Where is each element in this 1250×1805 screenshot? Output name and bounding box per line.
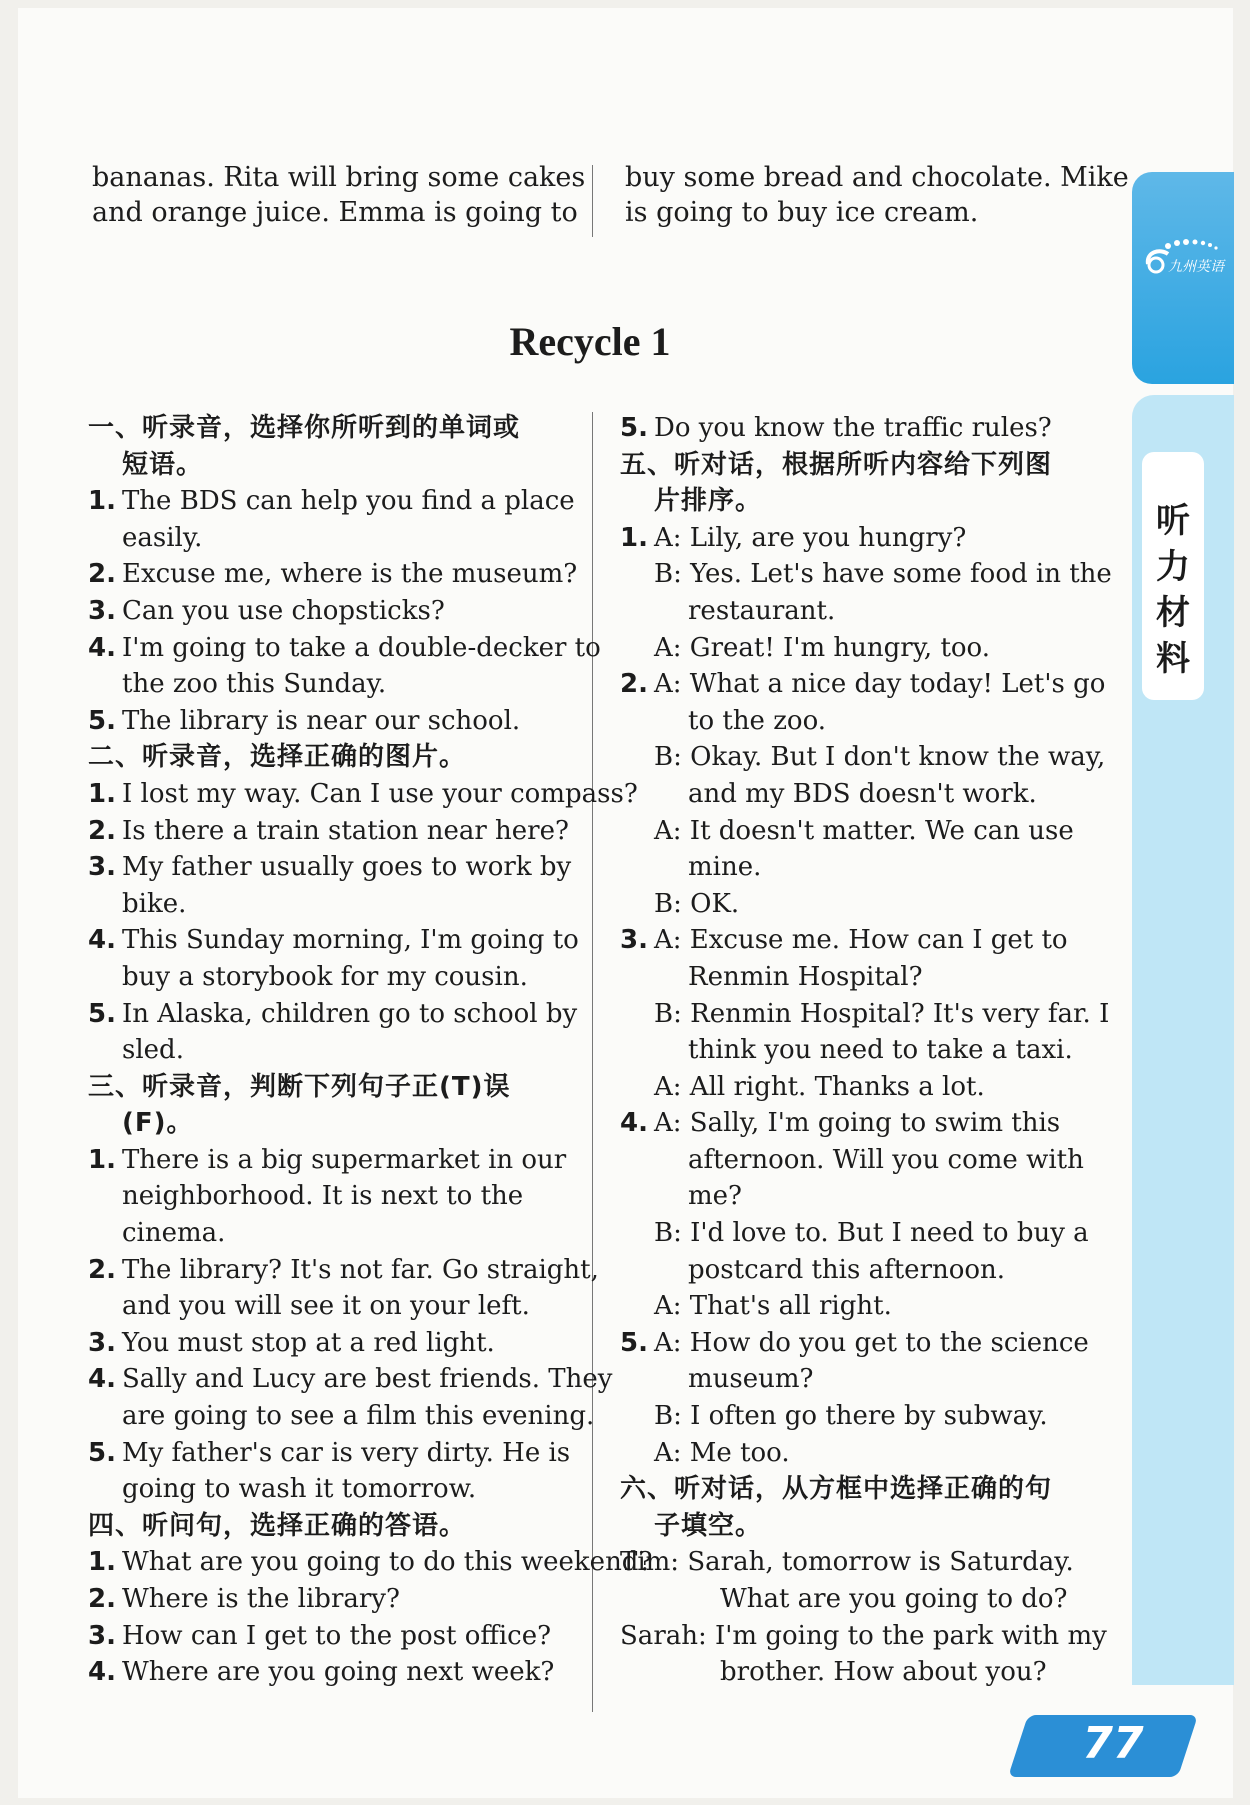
item-number: 5.: [620, 413, 648, 443]
dialogue-continuation: and my BDS doesn't work.: [688, 778, 1037, 809]
item-continuation: are going to see a film this evening.: [122, 1401, 595, 1432]
item-continuation: neighborhood. It is next to the: [122, 1181, 524, 1212]
dialogue-continuation: brother. How about you?: [720, 1657, 1047, 1688]
numbered-item: [88, 1618, 563, 1655]
item-continuation: and you will see it on your left.: [122, 1291, 530, 1322]
item-text: Where is the library?: [121, 1584, 400, 1614]
dialogue-line: Sarah: I'm going to the park with my: [620, 1620, 1107, 1651]
item-text: Where are you going next week?: [121, 1657, 555, 1688]
top-right-line: buy some bread and chocolate. Mike: [625, 162, 1129, 193]
numbered-item: [88, 849, 572, 886]
item-number: 4.: [88, 1657, 116, 1688]
item-number: 5.: [88, 1437, 116, 1468]
dialogue-continuation: postcard this afternoon.: [688, 1254, 1006, 1285]
section-heading-continued: (F)。: [122, 1108, 194, 1139]
item-number: 4.: [88, 1364, 116, 1395]
numbered-item: [620, 410, 1095, 447]
top-left-line: and orange juice. Emma is going to: [92, 197, 578, 228]
item-number: 2.: [88, 1254, 116, 1285]
item-text: The BDS can help you find a place: [121, 486, 575, 517]
side-tab-char: 料: [1156, 639, 1190, 679]
item-number: 5.: [88, 705, 116, 736]
dialogue-continuation: Renmin Hospital?: [688, 961, 923, 992]
section-heading-continued: 片排序。: [654, 486, 763, 517]
item-text: A: Sally, I'm going to swim this: [653, 1108, 1061, 1139]
top-right-paragraph: [625, 160, 1129, 230]
side-tab-char: 材: [1156, 593, 1190, 633]
item-number: 2.: [88, 559, 116, 590]
item-continuation: cinema.: [122, 1218, 226, 1249]
numbered-item: [620, 1325, 1095, 1362]
dialogue-continuation: museum?: [688, 1364, 814, 1395]
numbered-item: [88, 1654, 563, 1691]
column-divider: [592, 412, 593, 1712]
dialogue-continuation: What are you going to do?: [720, 1584, 1068, 1614]
dialogue-continuation: restaurant.: [688, 595, 836, 626]
side-tab-label: [1142, 452, 1204, 700]
item-continuation: going to wash it tomorrow.: [122, 1474, 477, 1505]
numbered-item: [88, 630, 601, 667]
left-column: [88, 410, 653, 1691]
dialogue-line: Tim: Sarah, tomorrow is Saturday.: [620, 1547, 1074, 1578]
dialogue-line: B: I often go there by subway.: [654, 1401, 1048, 1432]
dialogue-line: B: I'd love to. But I need to buy a: [654, 1218, 1089, 1249]
item-number: 4.: [88, 632, 116, 663]
dialogue-line: A: It doesn't matter. We can use: [654, 815, 1074, 846]
numbered-item: [88, 813, 569, 850]
dialogue-line: B: Yes. Let's have some food in the: [654, 559, 1112, 590]
dialogue-continuation: me?: [688, 1181, 742, 1212]
numbered-item: [88, 1252, 599, 1289]
item-text: You must stop at a red light.: [121, 1327, 495, 1358]
item-text: A: Excuse me. How can I get to: [653, 925, 1068, 956]
item-text: There is a big supermarket in our: [121, 1144, 567, 1175]
item-text: My father's car is very dirty. He is: [121, 1437, 571, 1468]
numbered-item: [88, 922, 579, 959]
section-heading-continued: 短语。: [122, 449, 204, 480]
numbered-item: [620, 922, 1095, 959]
item-number: 3.: [88, 1327, 116, 1358]
item-text: Sally and Lucy are best friends. They: [121, 1364, 613, 1395]
section-heading: 二、听录音，选择正确的图片。: [88, 742, 467, 773]
top-right-line: is going to buy ice cream.: [625, 197, 979, 228]
item-text: Excuse me, where is the museum?: [121, 559, 578, 590]
item-text: A: Lily, are you hungry?: [653, 522, 967, 553]
section-heading: 六、听对话，从方框中选择正确的句: [620, 1474, 1053, 1505]
numbered-item: [620, 520, 1095, 557]
item-text: The library? It's not far. Go straight,: [121, 1254, 599, 1285]
page-number: 77: [1082, 1718, 1144, 1769]
item-number: 1.: [88, 1547, 116, 1578]
item-number: 1.: [620, 522, 648, 553]
item-text: The library is near our school.: [121, 705, 521, 736]
column-divider: [592, 165, 593, 237]
section-heading: 四、听问句，选择正确的答语。: [88, 1510, 467, 1541]
item-number: 3.: [88, 852, 116, 883]
dialogue-line: A: Me too.: [654, 1437, 790, 1468]
numbered-item: [88, 1142, 567, 1179]
top-left-line: bananas. Rita will bring some cakes: [92, 162, 586, 193]
numbered-item: [88, 1361, 613, 1398]
item-text: In Alaska, children go to school by: [121, 998, 578, 1029]
section-title: Recycle 1: [509, 319, 671, 364]
item-number: 2.: [620, 669, 648, 700]
dialogue-line: B: OK.: [654, 888, 740, 919]
numbered-item: [88, 556, 578, 593]
item-text: I lost my way. Can I use your compass?: [121, 778, 638, 809]
item-text: How can I get to the post office?: [121, 1620, 552, 1651]
section-heading: 三、听录音，判断下列句子正(T)误: [88, 1071, 511, 1102]
item-continuation: easily.: [122, 522, 203, 553]
numbered-item: [88, 1581, 563, 1618]
item-text: Is there a train station near here?: [121, 815, 569, 846]
dialogue-continuation: to the zoo.: [688, 705, 827, 736]
numbered-item: [88, 703, 563, 740]
dialogue-line: B: Renmin Hospital? It's very far. I: [654, 998, 1110, 1029]
side-tab-char: 力: [1156, 547, 1190, 587]
item-number: 1.: [88, 778, 116, 809]
item-continuation: the zoo this Sunday.: [122, 669, 387, 700]
dialogue-line: A: All right. Thanks a lot.: [654, 1071, 985, 1102]
top-left-paragraph: [92, 160, 586, 230]
item-text: My father usually goes to work by: [121, 852, 572, 883]
dialogue-continuation: afternoon. Will you come with: [688, 1144, 1084, 1175]
item-text: A: How do you get to the science: [653, 1327, 1089, 1358]
numbered-item: [88, 1435, 571, 1472]
numbered-item: [88, 483, 575, 520]
numbered-item: [620, 666, 1106, 703]
dialogue-continuation: think you need to take a taxi.: [688, 1035, 1073, 1066]
item-text: What are you going to do this weekend?: [121, 1547, 653, 1578]
item-number: 1.: [88, 1144, 116, 1175]
section-heading-continued: 子填空。: [654, 1510, 763, 1541]
dialogue-line: B: Okay. But I don't know the way,: [654, 742, 1106, 773]
item-text: I'm going to take a double-decker to: [121, 632, 601, 663]
item-number: 5.: [88, 998, 116, 1029]
item-number: 4.: [620, 1108, 648, 1139]
side-tab-char: 听: [1156, 501, 1190, 541]
item-text: This Sunday morning, I'm going to: [121, 925, 579, 956]
numbered-item: [88, 1544, 653, 1581]
dialogue-line: A: Great! I'm hungry, too.: [654, 632, 991, 663]
item-text: A: What a nice day today! Let's go: [653, 669, 1106, 700]
item-number: 3.: [88, 1620, 116, 1651]
numbered-item: [88, 996, 578, 1033]
item-continuation: buy a storybook for my cousin.: [122, 961, 528, 992]
dialogue-continuation: mine.: [688, 852, 762, 883]
numbered-item: [88, 593, 563, 630]
brand-logo-text: 九州英语: [1168, 259, 1224, 275]
item-number: 1.: [88, 486, 116, 517]
section-heading: 五、听对话，根据所听内容给下列图: [620, 449, 1053, 480]
numbered-item: [620, 1105, 1095, 1142]
item-number: 4.: [88, 925, 116, 956]
item-text: Do you know the traffic rules?: [653, 413, 1052, 443]
numbered-item: [88, 1325, 563, 1362]
item-number: 2.: [88, 815, 116, 846]
item-number: 2.: [88, 1584, 116, 1614]
right-column: [620, 410, 1112, 1691]
dialogue-line: A: That's all right.: [654, 1291, 892, 1322]
item-text: Can you use chopsticks?: [121, 595, 445, 626]
item-number: 3.: [88, 595, 116, 626]
numbered-item: [88, 776, 638, 813]
section-heading: 一、听录音，选择你所听到的单词或: [88, 413, 521, 443]
item-continuation: sled.: [122, 1035, 184, 1066]
item-continuation: bike.: [122, 888, 187, 919]
item-number: 5.: [620, 1327, 648, 1358]
item-number: 3.: [620, 925, 648, 956]
